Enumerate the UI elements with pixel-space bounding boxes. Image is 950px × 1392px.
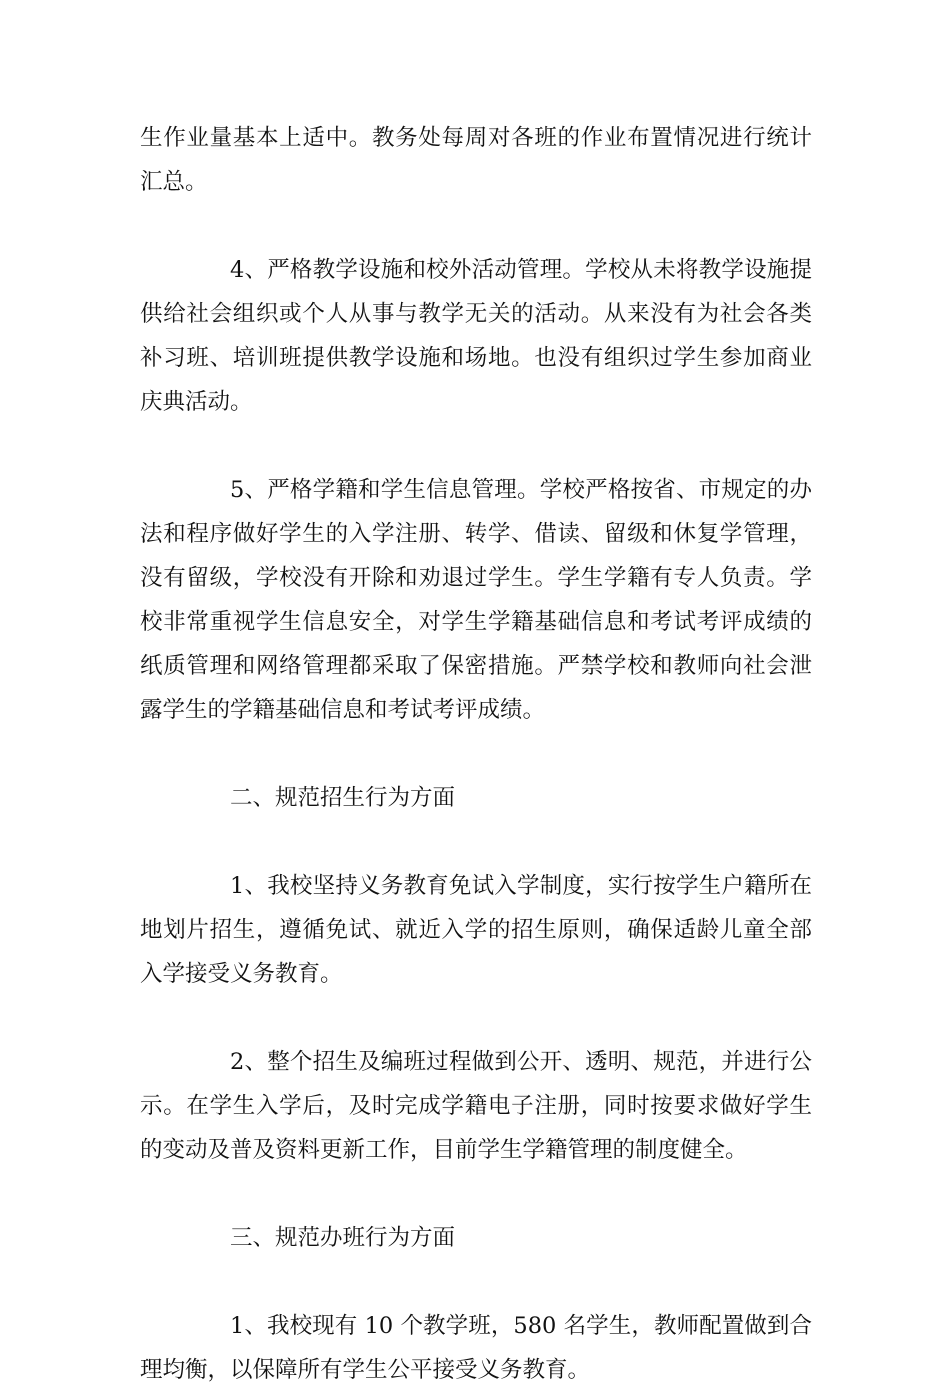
document-body — [140, 116, 812, 1392]
section-heading-enrollment: 二、规范招生行为方面 — [230, 785, 456, 811]
paragraph-continuation: 生作业量基本上适中。教务处每周对各班的作业布置情况进行统计汇总。 — [140, 125, 812, 195]
paragraph-class-count: 1、我校现有 10 个教学班，580 名学生，教师配置做到合理均衡，以保障所有学生公平接受义务教育。 — [140, 1313, 812, 1383]
paragraph-exam-free-admission: 1、我校坚持义务教育免试入学制度，实行按学生户籍所在地划片招生，遵循免试、就近入学的招生原则，确保适龄儿童全部入学接受义务教育。 — [140, 873, 812, 987]
paragraph-transparent-enrollment: 2、整个招生及编班过程做到公开、透明、规范，并进行公示。在学生入学后，及时完成学籍电子注册，同时按要求做好学生的变动及普及资料更新工作，目前学生学籍管理的制度健全。 — [140, 1049, 812, 1163]
paragraph-teaching-facilities: 4、严格教学设施和校外活动管理。学校从未将教学设施提供给社会组织或个人从事与教学无关的活动。从来没有为社会各类补习班、培训班提供教学设施和场地。也没有组织过学生参加商业庆典活动。 — [140, 257, 812, 415]
paragraph-student-records: 5、严格学籍和学生信息管理。学校严格按省、市规定的办法和程序做好学生的入学注册、转学、借读、留级和休复学管理，没有留级，学校没有开除和劝退过学生。学生学籍有专人负责。学校非常重视学生信息安全，对学生学籍基础信息和考试考评成绩的纸质管理和网络管理都采取了保密措施。严禁学校和教师向社会泄露学生的学籍基础信息和考试考评成绩。 — [140, 477, 812, 723]
section-heading-class-management: 三、规范办班行为方面 — [230, 1225, 456, 1251]
